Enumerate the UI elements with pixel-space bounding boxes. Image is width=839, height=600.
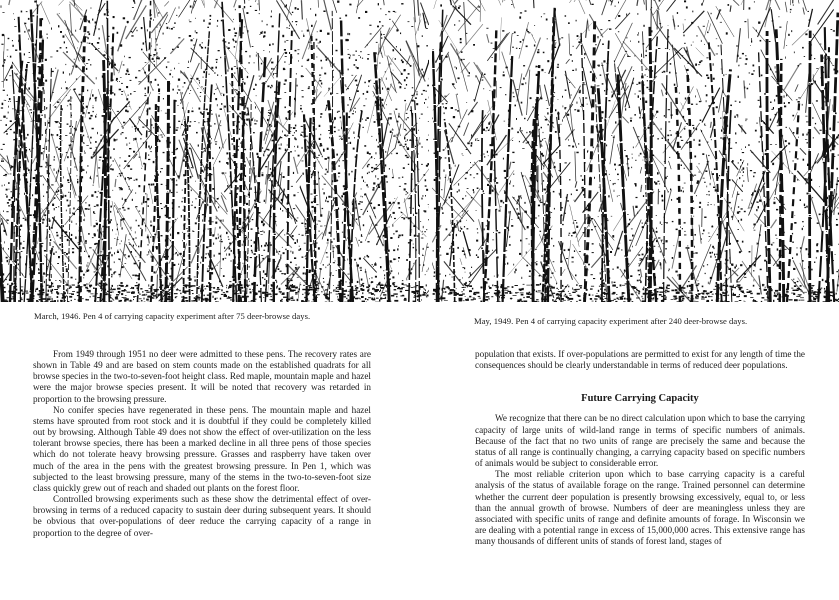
photo-image-right <box>432 0 839 302</box>
photo-pen4-1949 <box>432 0 839 302</box>
right-text-column <box>475 349 805 547</box>
left-text-column <box>33 349 371 539</box>
section-heading: Future Carrying Capacity <box>581 393 699 405</box>
photo-image-left <box>0 0 430 302</box>
body-paragraph-continued: population that exists. If over-populations are permitted to exist for any length of time the consequences should be clearly understandable in terms of reduced deer populations. <box>475 349 805 371</box>
body-paragraph: From 1949 through 1951 no deer were admitted to these pens. The recovery rates are shown in Table 49 and are based on stem counts made on the established quadrats for all browse species in the two-to-seven-foot height class. Red maple, mountain maple and hazel were the major browse species present. It will be noted that recovery was retarded in proportion to the browsing pressure. <box>33 349 371 404</box>
body-paragraph: No conifer species have regenerated in these pens. The mountain maple and hazel stems have sprouted from root stock and it is doubtful if they could be completely killed out by browsing. Although Table 49 does not show the effect of over-utilization on the less tolerant browse species, there has been a marked decline in all three pens of those species which do not tolerate heavy browsing pressure. Grasses and raspberry have taken over much of the area in the pens with the greatest browsing pressure. In Pen 1, which was subjected to the least browsing pressure, many of the stems in the two-to-seven-foot size class quickly grew out of reach and shaded out plants on the forest floor. <box>33 404 371 493</box>
body-paragraph: The most reliable criterion upon which to base carrying capacity is a careful analysis of the status of available forage on the range. Trained personnel can determine whether the current deer population is presently browsing excessively, equal to, or less than the annual growth of browse. Numbers of deer are meaningless unless they are associated with specific units of range and definite amounts of forage. In Wisconsin we are dealing with a potential range in excess of 15,000,000 acres. This extensive range has many thousands of different units of stands of forest land, stages of <box>475 469 805 547</box>
caption-left: March, 1946. Pen 4 of carrying capacity experiment after 75 deer-browse days. <box>34 311 311 321</box>
body-paragraph: We recognize that there can be no direct calculation upon which to base the carrying capacity of large units of wild-land range in terms of specific numbers of animals. Because of the fact that no two units of range are precisely the same and because the status of all range is continually changing, a carrying capacity based on specific numbers of animals would be subject to considerable error. <box>475 413 805 469</box>
caption-right: May, 1949. Pen 4 of carrying capacity experiment after 240 deer-browse days. <box>474 316 748 326</box>
photo-pen4-1946 <box>0 0 430 302</box>
body-paragraph: Controlled browsing experiments such as these show the detrimental effect of over-browsing in terms of a reduced capacity to sustain deer during subsequent years. It should be obvious that over-populations of deer reduce the carrying capacity of a range in proportion to the degree of over- <box>33 494 371 538</box>
